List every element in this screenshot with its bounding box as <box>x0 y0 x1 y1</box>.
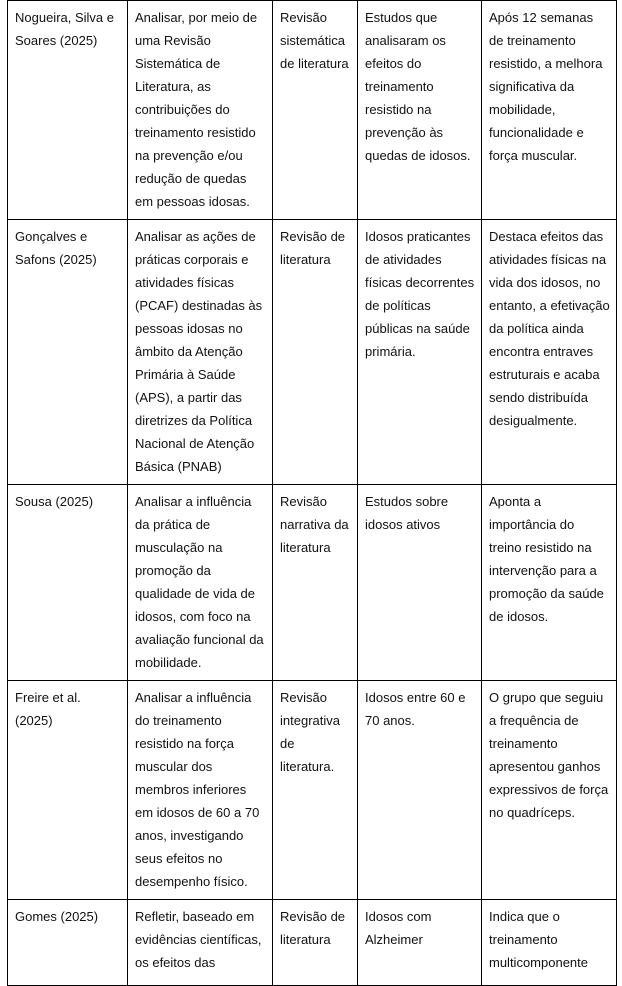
table-row <box>8 681 617 900</box>
objective-text: Refletir, baseado em evidências científicas, os efeitos das <box>135 909 262 970</box>
author-text: Freire et al. (2025) <box>15 690 81 728</box>
objective-cell <box>128 485 273 681</box>
sample-cell <box>358 220 482 485</box>
author-cell <box>8 900 128 986</box>
result-cell <box>482 485 617 681</box>
objective-text: Analisar a influência da prática de musculação na promoção da qualidade de vida de idosos, com foco na avaliação funcional da mobilidade. <box>135 494 264 670</box>
objective-cell <box>128 900 273 986</box>
result-cell <box>482 1 617 220</box>
method-cell <box>273 681 358 900</box>
table-row <box>8 485 617 681</box>
objective-cell <box>128 681 273 900</box>
objective-text: Analisar as ações de práticas corporais e atividades físicas (PCAF) destinadas às pessoas idosas no âmbito da Atenção Primária à Saúde (APS), a partir das diretrizes da Política Nacional de Atenção Básica (PNAB) <box>135 229 263 474</box>
result-cell <box>482 220 617 485</box>
author-text: Nogueira, Silva e Soares (2025) <box>15 10 114 48</box>
author-cell <box>8 1 128 220</box>
method-cell <box>273 220 358 485</box>
table-row <box>8 900 617 986</box>
method-text: Revisão integrativa de literatura. <box>280 690 340 774</box>
studies-table <box>7 0 617 986</box>
author-text: Gonçalves e Safons (2025) <box>15 229 97 267</box>
sample-text: Estudos que analisaram os efeitos do treinamento resistido na prevenção às quedas de idosos. <box>365 10 471 163</box>
sample-cell <box>358 900 482 986</box>
author-cell <box>8 220 128 485</box>
result-text: Destaca efeitos das atividades físicas na vida dos idosos, no entanto, a efetivação da política ainda encontra entraves estruturais e acaba sendo distribuída desigualmente. <box>489 229 610 428</box>
sample-text: Estudos sobre idosos ativos <box>365 494 449 532</box>
author-cell <box>8 681 128 900</box>
objective-text: Analisar, por meio de uma Revisão Sistemática de Literatura, as contribuições do treinamento resistido na prevenção e/ou redução de quedas em pessoas idosas. <box>135 10 258 209</box>
method-cell <box>273 485 358 681</box>
sample-text: Idosos entre 60 e 70 anos. <box>365 690 466 728</box>
method-text: Revisão narrativa da literatura <box>280 494 349 555</box>
method-text: Revisão de literatura <box>280 909 346 947</box>
result-cell <box>482 900 617 986</box>
result-cell <box>482 681 617 900</box>
sample-text: Idosos praticantes de atividades físicas decorrentes de políticas públicas na saúde primária. <box>365 229 475 359</box>
table-row <box>8 1 617 220</box>
author-text: Gomes (2025) <box>15 909 99 924</box>
method-cell <box>273 1 358 220</box>
sample-cell <box>358 485 482 681</box>
sample-text: Idosos com Alzheimer <box>365 909 432 947</box>
result-text: Aponta a importância do treino resistido na intervenção para a promoção da saúde de idosos. <box>489 494 604 624</box>
result-text: Após 12 semanas de treinamento resistido, a melhora significativa da mobilidade, funcionalidade e força muscular. <box>489 10 603 163</box>
method-text: Revisão sistemática de literatura <box>280 10 349 71</box>
method-cell <box>273 900 358 986</box>
result-text: Indica que o treinamento multicomponente <box>489 909 588 970</box>
author-cell <box>8 485 128 681</box>
author-text: Sousa (2025) <box>15 494 94 509</box>
table-row <box>8 220 617 485</box>
objective-text: Analisar a influência do treinamento resistido na força muscular dos membros inferiores em idosos de 60 a 70 anos, investigando seus efeitos no desempenho físico. <box>135 690 260 889</box>
objective-cell <box>128 1 273 220</box>
result-text: O grupo que seguiu a frequência de treinamento apresentou ganhos expressivos de força no quadríceps. <box>489 690 609 820</box>
objective-cell <box>128 220 273 485</box>
sample-cell <box>358 1 482 220</box>
method-text: Revisão de literatura <box>280 229 346 267</box>
sample-cell <box>358 681 482 900</box>
